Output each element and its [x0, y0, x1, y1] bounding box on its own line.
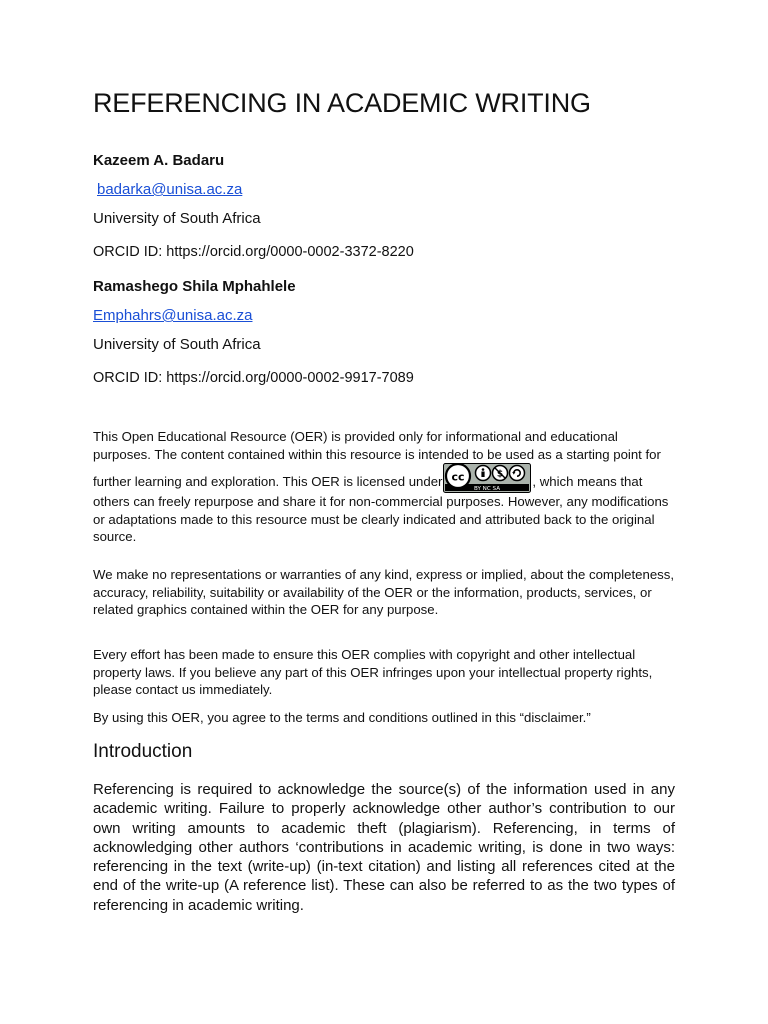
disclaimer-paragraph-1 [93, 428, 675, 546]
author-2-name: Ramashego Shila Mphahlele [93, 278, 296, 295]
author-2-orcid: ORCID ID: https://orcid.org/0000-0002-9917-7089 [93, 370, 414, 386]
svg-text:cc: cc [451, 470, 465, 484]
author-1-email[interactable]: badarka@unisa.ac.za [97, 181, 243, 198]
document-title: REFERENCING IN ACADEMIC WRITING [93, 88, 591, 118]
author-1-orcid: ORCID ID: https://orcid.org/0000-0002-3372-8220 [93, 244, 414, 260]
introduction-heading: Introduction [93, 741, 193, 762]
author-2-affiliation: University of South Africa [93, 336, 261, 353]
author-1-email-link[interactable] [97, 181, 242, 198]
disclaimer-p1-before: This Open Educational Resource (OER) is provided only for informational and educational purposes. The content contained within this resource is intended to be used as a starting point for further learning and exploration. This OER is licensed under [93, 429, 661, 490]
author-1-affiliation: University of South Africa [93, 210, 261, 227]
disclaimer-paragraph-2: We make no representations or warranties of any kind, express or implied, about the completeness, accuracy, reliability, suitability or availability of the OER or the information, products, services, or related graphics contained within the OER for any purpose. [93, 567, 675, 618]
disclaimer-paragraph-4: By using this OER, you agree to the terms and conditions outlined in this “disclaimer.” [93, 710, 591, 725]
disclaimer-paragraph-3: Every effort has been made to ensure this OER complies with copyright and other intellectual property laws. If you believe any part of this OER infringes upon your intellectual property rights, please contact us immediately. [93, 647, 653, 698]
author-2-email-link[interactable] [93, 307, 252, 324]
introduction-body: Referencing is required to acknowledge the source(s) of the information used in any academic writing. Failure to properly acknowledge other author’s contribution to our own writing amounts to academic theft (plagiarism). Referencing, in terms of acknowledging other authors ‘contributions in academic writing, is done in two ways: referencing in the text (write-up) (in-text citation) and listing all references cited at the end of the write-up (A reference list). These can also be referred to as the two types of referencing in academic writing. [93, 781, 675, 914]
disclaimer-p1-after: , which means that others can freely repurpose and share it for non-commercial purposes. However, any modifications or adaptations made to this resource must be clearly indicated and attributed back to the original source. [93, 474, 669, 545]
svg-text:$: $ [497, 469, 504, 480]
author-1-name: Kazeem A. Badaru [93, 152, 225, 169]
cc-by-nc-sa-icon[interactable] [443, 463, 531, 493]
svg-text:BY NC SA: BY NC SA [474, 486, 501, 493]
author-2-email[interactable]: Emphahrs@unisa.ac.za [93, 307, 253, 324]
